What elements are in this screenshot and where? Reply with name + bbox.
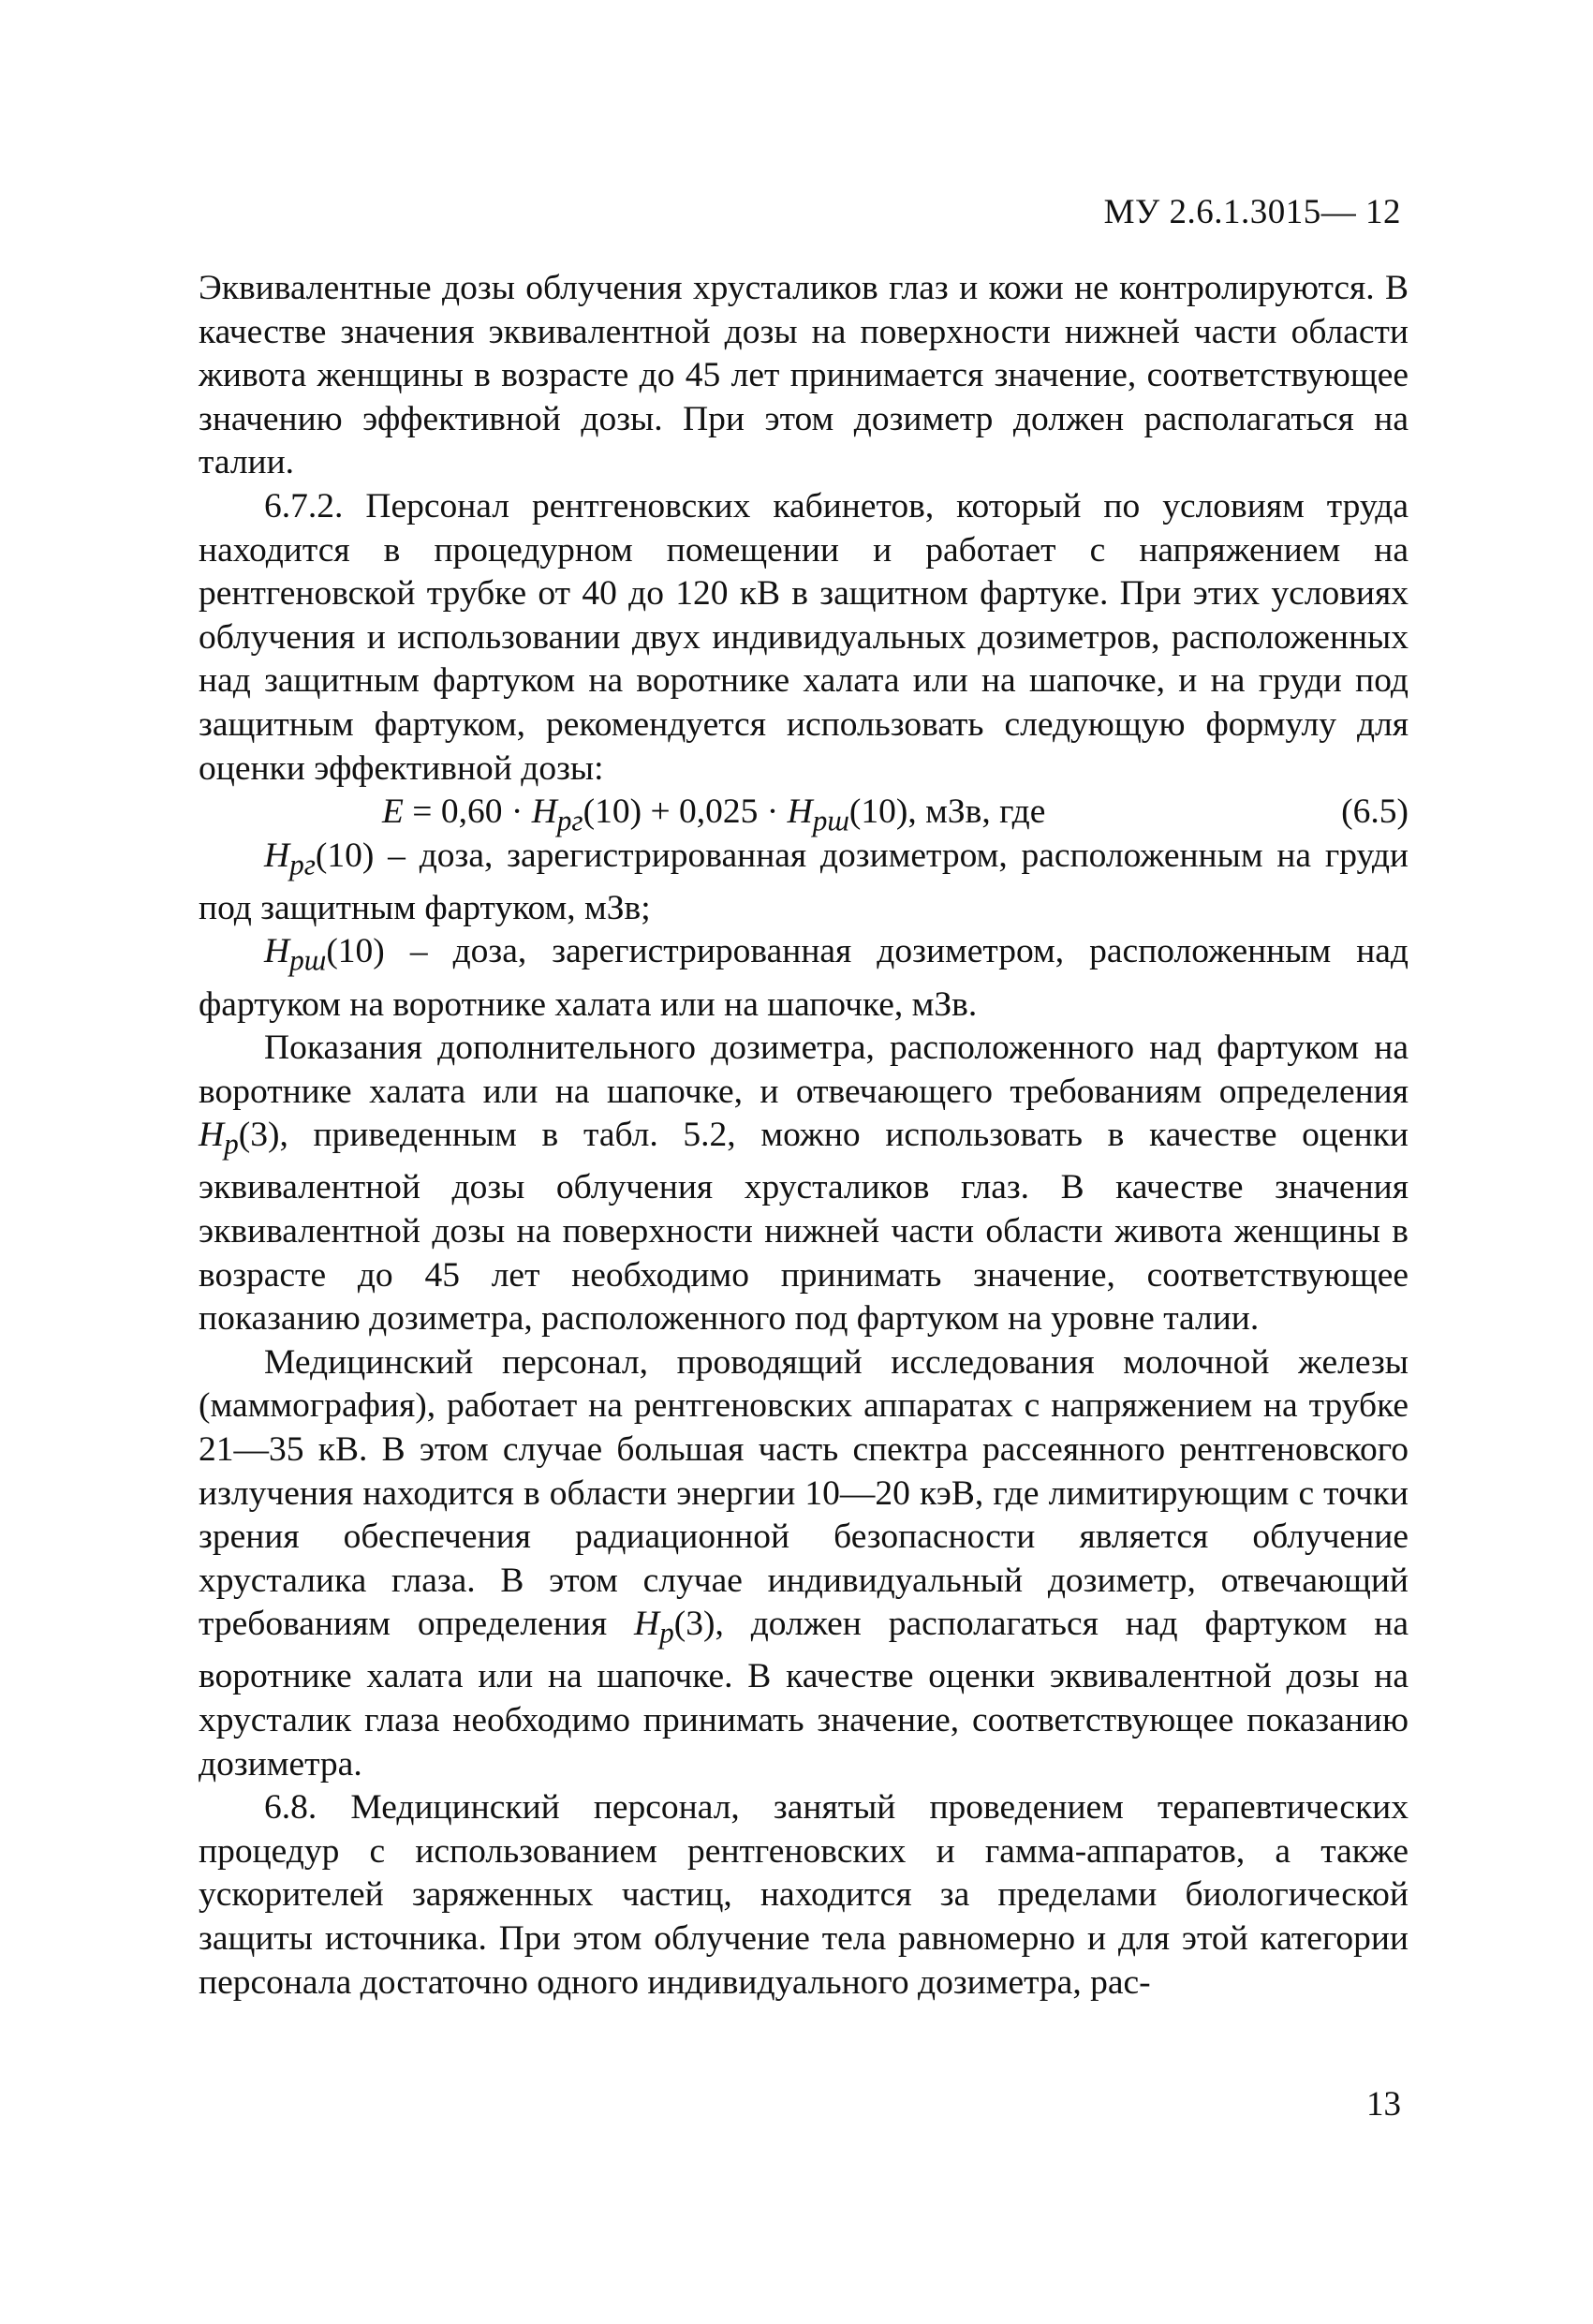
- paragraph-mammography: [199, 1341, 1409, 1786]
- page-body: [199, 267, 1409, 2005]
- formula-h1-sub: pг: [556, 804, 583, 837]
- mammo-symbol-sub: p: [659, 1616, 674, 1650]
- formula-h2: H: [787, 792, 813, 832]
- mammo-text-after: (3), должен располагаться над фартуком на воротнике халата или на шапочке. В качестве оценки эквивалентной дозы на хрусталик глаза необходимо принимать значение, соответствующее показанию дозиметра.: [199, 1605, 1409, 1784]
- definition-hpsh-sub: pш: [289, 943, 327, 977]
- definition-hpg-sub: pг: [289, 848, 316, 881]
- definition-hpg-symbol: H: [264, 836, 290, 875]
- readings-symbol: H: [199, 1116, 225, 1155]
- formula-part1: = 0,60 ·: [403, 792, 532, 832]
- page-number: 13: [1366, 2085, 1401, 2124]
- definition-hpsh-arg: (10): [326, 932, 385, 971]
- paragraph-additional-dosimeter: [199, 1027, 1409, 1341]
- formula-h2-sub: pш: [812, 804, 849, 837]
- readings-symbol-sub: p: [224, 1127, 239, 1161]
- definition-hpsh: [199, 930, 1409, 1027]
- mammo-text-before: Медицинский персонал, проводящий исследования молочной железы (маммография), работает на рентгеновских аппаратах с напряжением на трубке 21—35 кВ. В этом случае большая часть спектра рассеянного рентгеновского излучения находится в области энергии 10—20 кэВ, где лимитирующим с точки зрения обеспечения радиационной безопасности является облучение хрусталика глаза. В этом случае индивидуальный дозиметр, отвечающий требованиям определения: [199, 1342, 1409, 1644]
- formula-h1: H: [531, 792, 557, 832]
- formula-6-5: [199, 791, 1409, 835]
- document-code-header: МУ 2.6.1.3015— 12: [1103, 193, 1401, 231]
- definition-hpg-arg: (10): [315, 836, 375, 875]
- definition-hpsh-text: – доза, зарегистрированная дозиметром, расположенным над фартуком на воротнике халата или на шапочке, мЗв.: [199, 932, 1409, 1024]
- formula-arg1: (10) + 0,025 ·: [583, 792, 788, 832]
- definition-hpg: [199, 835, 1409, 931]
- formula-number: (6.5): [1341, 792, 1409, 832]
- paragraph-6-8: 6.8. Медицинский персонал, занятый проведением терапевтических процедур с использованием рентгеновских и гамма-аппаратов, а также ускорителей заряженных частиц, находится за пределами биологической защиты источника. При этом облучение тела равномерно и для этой категории персонала достаточно одного индивидуального дозиметра, рас-: [199, 1788, 1409, 2002]
- definition-hpg-text: – доза, зарегистрированная дозиметром, расположенным на груди под защитным фартуком, мЗв;: [199, 836, 1409, 927]
- definition-hpsh-symbol: H: [264, 932, 290, 971]
- formula-expression: [382, 791, 1045, 843]
- mammo-symbol: H: [634, 1605, 660, 1644]
- readings-text-before: Показания дополнительного дозиметра, расположенного над фартуком на воротнике халата или на шапочке, и отвечающего требованиям определения: [199, 1029, 1409, 1111]
- readings-text-after: (3), приведенным в табл. 5.2, можно использовать в качестве оценки эквивалентной дозы облучения хрусталиков глаз. В качестве значения эквивалентной дозы на поверхности нижней части области живота женщины в возрасте до 45 лет необходимо принимать значение, соответствующее показанию дозиметра, расположенного под фартуком на уровне талии.: [199, 1116, 1409, 1339]
- paragraph-eye-skin: Эквивалентные дозы облучения хрусталиков глаз и кожи не контролируются. В качестве значения эквивалентной дозы на поверхности нижней части области живота женщины в возрасте до 45 лет принимается значение, соответствующее значению эффективной дозы. При этом дозиметр должен располагаться на талии.: [199, 269, 1409, 482]
- paragraph-6-7-2: 6.7.2. Персонал рентгеновских кабинетов, который по условиям труда находится в процедурном помещении и работает с напряжением на рентгеновской трубке от 40 до 120 кВ в защитном фартуке. При этих условиях облучения и использовании двух индивидуальных дозиметров, расположенных над защитным фартуком на воротнике халата или на шапочке, и на груди под защитным фартуком, рекомендуется использовать следующую формулу для оценки эффективной дозы:: [199, 486, 1409, 788]
- formula-lhs: E: [382, 792, 404, 832]
- formula-arg2: (10), мЗв, где: [848, 792, 1046, 832]
